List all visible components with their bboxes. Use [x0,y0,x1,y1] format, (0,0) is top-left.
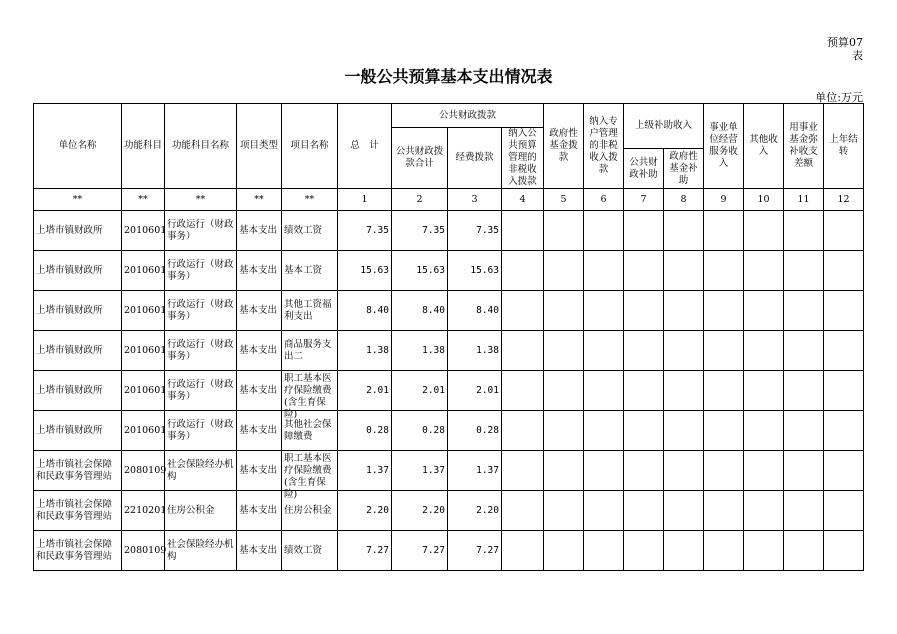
header-proj-name: 项目名称 [282,104,338,189]
public-finance-total-cell: 15.63 [392,251,448,291]
proj-name-cell: 绩效工资 [282,531,338,571]
func-code-cell: 2010601 [122,371,165,411]
proj-type-cell: 基本支出 [237,371,282,411]
page-title: 一般公共预算基本支出情况表 [344,67,553,86]
empty-cell [744,291,784,331]
index-cell: ** [282,189,338,211]
func-code-cell: 2010601 [122,251,165,291]
header-other-income: 其他收入 [744,104,784,189]
proj-name-cell: 住房公积金 [282,491,338,531]
empty-cell [704,531,744,571]
total-cell: 1.38 [338,331,392,371]
table-row [34,491,864,531]
empty-cell [824,491,864,531]
header-special-nontax: 纳入专户管理的非税收入拨款 [584,104,624,189]
fund-allocation-cell: 8.40 [448,291,502,331]
index-cell: 10 [744,189,784,211]
public-finance-total-cell: 1.37 [392,451,448,491]
index-cell: ** [34,189,122,211]
fund-allocation-cell: 7.35 [448,211,502,251]
proj-type-cell: 基本支出 [237,411,282,451]
empty-cell [664,491,704,531]
header-public-finance: 公共财政拨款 [392,104,544,128]
func-name-cell: 行政运行（财政事务） [165,211,237,251]
empty-cell [584,291,624,331]
empty-cell [744,211,784,251]
public-finance-total-cell: 7.27 [392,531,448,571]
empty-cell [784,371,824,411]
header-superior-subsidy: 上级补助收入 [624,104,704,149]
proj-type-cell: 基本支出 [237,491,282,531]
empty-cell [744,531,784,571]
empty-cell [744,331,784,371]
empty-cell [744,411,784,451]
empty-cell [624,331,664,371]
unit-name-cell: 上塔市镇财政所 [34,291,122,331]
header-proj-type: 项目类型 [237,104,282,189]
proj-type-cell: 基本支出 [237,451,282,491]
empty-cell [502,291,544,331]
index-cell: ** [122,189,165,211]
public-finance-total-cell: 8.40 [392,291,448,331]
empty-cell [584,491,624,531]
empty-cell [824,331,864,371]
empty-cell [664,291,704,331]
index-cell: ** [237,189,282,211]
fund-allocation-cell: 2.01 [448,371,502,411]
empty-cell [544,331,584,371]
public-finance-total-cell: 2.20 [392,491,448,531]
index-cell: 2 [392,189,448,211]
header-carryover: 上年结转 [824,104,864,189]
func-code-cell: 2010601 [122,291,165,331]
budget-table [33,103,864,571]
empty-cell [744,251,784,291]
empty-cell [784,411,824,451]
fund-allocation-cell: 1.37 [448,451,502,491]
empty-cell [824,371,864,411]
empty-cell [704,371,744,411]
public-finance-total-cell: 7.35 [392,211,448,251]
empty-cell [824,531,864,571]
empty-cell [784,251,824,291]
empty-cell [704,451,744,491]
total-cell: 0.28 [338,411,392,451]
empty-cell [544,291,584,331]
empty-cell [784,531,824,571]
empty-cell [624,291,664,331]
func-code-cell: 2080109 [122,451,165,491]
proj-name-cell: 其他工资福利支出 [282,291,338,331]
index-cell: 1 [338,189,392,211]
proj-type-cell: 基本支出 [237,291,282,331]
table-row [34,451,864,491]
fund-allocation-cell: 0.28 [448,411,502,451]
unit-name-cell: 上塔市镇财政所 [34,331,122,371]
total-cell: 2.01 [338,371,392,411]
empty-cell [784,491,824,531]
empty-cell [544,411,584,451]
header-public-finance-total: 公共财政拨款合计 [392,128,448,189]
total-cell: 8.40 [338,291,392,331]
empty-cell [624,411,664,451]
proj-name-cell: 职工基本医疗保险缴费(含生育保险) [282,451,338,491]
empty-cell [704,331,744,371]
empty-cell [624,531,664,571]
total-cell: 15.63 [338,251,392,291]
form-code-line1: 预算07 [827,36,863,49]
unit-name-cell: 上塔市镇财政所 [34,411,122,451]
index-row [34,189,864,211]
func-name-cell: 社会保险经办机构 [165,451,237,491]
empty-cell [544,371,584,411]
empty-cell [502,331,544,371]
index-cell: 9 [704,189,744,211]
empty-cell [624,211,664,251]
empty-cell [502,491,544,531]
index-cell: 12 [824,189,864,211]
empty-cell [544,531,584,571]
public-finance-total-cell: 0.28 [392,411,448,451]
empty-cell [502,451,544,491]
empty-cell [584,371,624,411]
empty-cell [584,451,624,491]
proj-name-cell: 基本工资 [282,251,338,291]
empty-cell [744,371,784,411]
func-name-cell: 住房公积金 [165,491,237,531]
form-code [823,36,863,62]
empty-cell [784,451,824,491]
empty-cell [544,251,584,291]
empty-cell [584,531,624,571]
total-cell: 7.35 [338,211,392,251]
func-name-cell: 行政运行（财政事务） [165,291,237,331]
fund-allocation-cell: 2.20 [448,491,502,531]
header-total: 总 计 [338,104,392,189]
index-cell: 7 [624,189,664,211]
empty-cell [664,371,704,411]
unit-name-cell: 上塔市镇财政所 [34,371,122,411]
empty-cell [704,211,744,251]
proj-type-cell: 基本支出 [237,251,282,291]
unit-name-cell: 上塔市镇社会保障和民政事务管理站 [34,531,122,571]
empty-cell [502,411,544,451]
func-name-cell: 行政运行（财政事务） [165,331,237,371]
func-code-cell: 2010601 [122,411,165,451]
total-cell: 7.27 [338,531,392,571]
unit-label: 单位:万元 [815,91,863,104]
func-name-cell: 社会保险经办机构 [165,531,237,571]
unit-name-cell: 上塔市镇社会保障和民政事务管理站 [34,491,122,531]
table-row [34,331,864,371]
empty-cell [704,411,744,451]
public-finance-total-cell: 1.38 [392,331,448,371]
fund-allocation-cell: 1.38 [448,331,502,371]
form-code-line2: 表 [852,49,863,62]
table-row [34,411,864,451]
empty-cell [502,531,544,571]
table-row [34,291,864,331]
empty-cell [624,371,664,411]
proj-name-cell: 其他社会保障缴费 [282,411,338,451]
total-cell: 2.20 [338,491,392,531]
table-row [34,211,864,251]
header-nontax-public: 纳入公共预算管理的非税收入拨款 [502,128,544,189]
table-row [34,531,864,571]
index-cell: 4 [502,189,544,211]
header-fund-cover: 用事业基金弥补收支差额 [784,104,824,189]
empty-cell [502,371,544,411]
empty-cell [784,291,824,331]
empty-cell [664,331,704,371]
empty-cell [744,451,784,491]
func-code-cell: 2010601 [122,211,165,251]
empty-cell [544,211,584,251]
header-fund-allocation: 经费拨款 [448,128,502,189]
index-cell: 3 [448,189,502,211]
unit-name-cell: 上塔市镇社会保障和民政事务管理站 [34,451,122,491]
func-code-cell: 2210201 [122,491,165,531]
data-body [34,211,864,571]
empty-cell [704,251,744,291]
table-row [34,251,864,291]
func-name-cell: 行政运行（财政事务） [165,411,237,451]
empty-cell [664,251,704,291]
empty-cell [624,451,664,491]
table-row [34,371,864,411]
func-code-cell: 2080109 [122,531,165,571]
fund-allocation-cell: 7.27 [448,531,502,571]
empty-cell [584,211,624,251]
total-cell: 1.37 [338,451,392,491]
unit-name-cell: 上塔市镇财政所 [34,211,122,251]
empty-cell [544,491,584,531]
func-name-cell: 行政运行（财政事务） [165,251,237,291]
index-cell: 6 [584,189,624,211]
header-unit-name: 单位名称 [34,104,122,189]
empty-cell [584,411,624,451]
empty-cell [824,411,864,451]
index-cell: 8 [664,189,704,211]
header-business-income: 事业单位经营服务收入 [704,104,744,189]
header-gov-fund: 政府性基金拨款 [544,104,584,189]
index-cell: 11 [784,189,824,211]
fund-allocation-cell: 15.63 [448,251,502,291]
proj-name-cell: 职工基本医疗保险缴费(含生育保险) [282,371,338,411]
header-gov-fund-subsidy: 政府性基金补助 [664,149,704,189]
empty-cell [664,411,704,451]
empty-cell [502,251,544,291]
func-code-cell: 2010601 [122,331,165,371]
header-func-code: 功能科目 [122,104,165,189]
empty-cell [584,251,624,291]
func-name-cell: 行政运行（财政事务） [165,371,237,411]
index-cell: 5 [544,189,584,211]
empty-cell [824,211,864,251]
header-func-name: 功能科目名称 [165,104,237,189]
proj-type-cell: 基本支出 [237,531,282,571]
public-finance-total-cell: 2.01 [392,371,448,411]
empty-cell [704,291,744,331]
empty-cell [824,451,864,491]
empty-cell [664,531,704,571]
empty-cell [784,331,824,371]
empty-cell [502,211,544,251]
empty-cell [704,491,744,531]
proj-type-cell: 基本支出 [237,211,282,251]
index-cell: ** [165,189,237,211]
empty-cell [624,491,664,531]
empty-cell [824,291,864,331]
empty-cell [664,451,704,491]
proj-type-cell: 基本支出 [237,331,282,371]
empty-cell [624,251,664,291]
empty-cell [544,451,584,491]
unit-name-cell: 上塔市镇财政所 [34,251,122,291]
proj-name-cell: 商品服务支出二 [282,331,338,371]
empty-cell [584,331,624,371]
empty-cell [744,491,784,531]
empty-cell [824,251,864,291]
empty-cell [784,211,824,251]
proj-name-cell: 绩效工资 [282,211,338,251]
header-public-finance-subsidy: 公共财政补助 [624,149,664,189]
empty-cell [664,211,704,251]
